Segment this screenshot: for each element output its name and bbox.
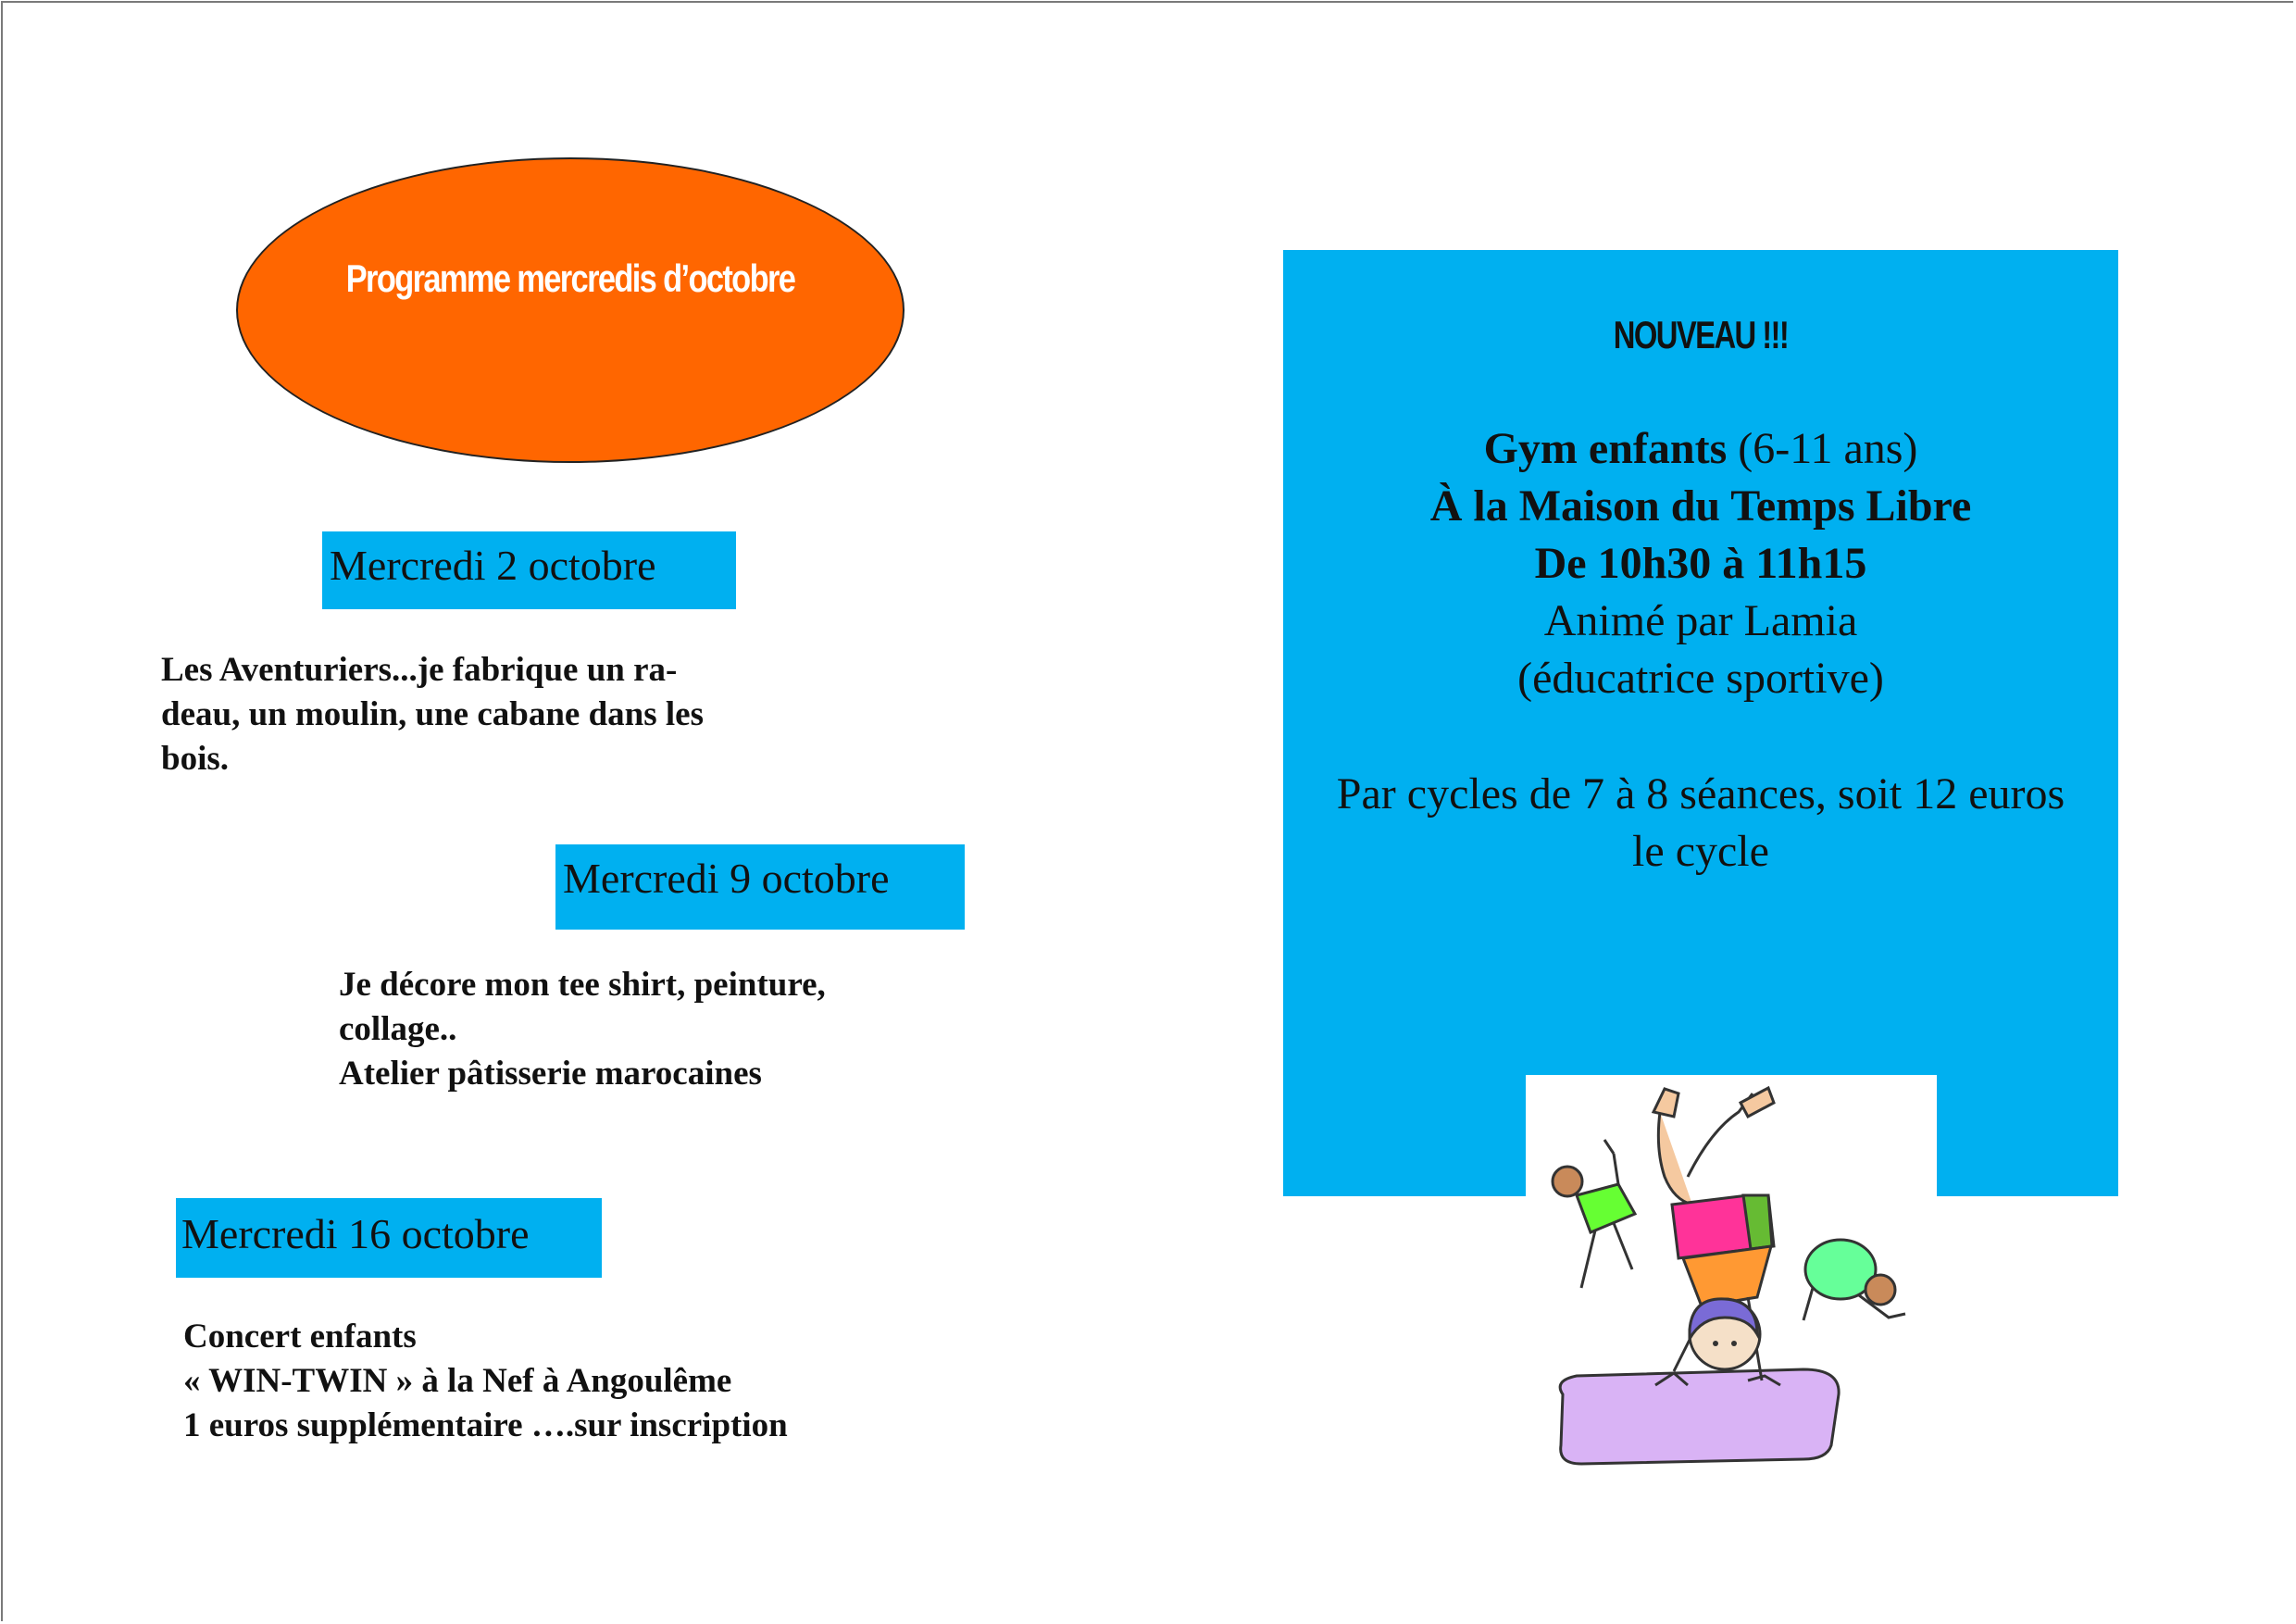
panel-headline: NOUVEAU !!! — [1613, 313, 1789, 356]
day-label: Mercredi 16 octobre — [181, 1210, 530, 1257]
day-activity: Les Aventuriers...je fabrique un ra- deau, un moulin, une cabane dans les bois. — [161, 651, 705, 778]
day-label: Mercredi 2 octobre — [330, 542, 656, 589]
day-label-box — [322, 531, 736, 609]
price-line: Par cycles de 7 à 8 séances, soit 12 euros — [1336, 769, 2065, 818]
gym-title: Gym enfants — [1483, 424, 1728, 473]
time-line: De 10h30 à 11h15 — [1534, 539, 1867, 588]
host-role-line: (éducatrice sportive) — [1517, 654, 1884, 703]
day-label-box — [176, 1198, 602, 1278]
children-gymnastics-illustration — [1526, 1075, 1937, 1492]
host-line: Animé par Lamia — [1543, 596, 1858, 645]
gym-line — [1283, 420, 2118, 478]
place-line: À la Maison du Temps Libre — [1429, 481, 1972, 531]
title-oval — [236, 157, 905, 463]
day-activity: Concert enfants « WIN-TWIN » à la Nef à Angoulême 1 euros supplémentaire ….sur inscription — [183, 1318, 788, 1444]
announcement-panel — [1283, 250, 2118, 1196]
day-activity: Je décore mon tee shirt, peinture, collage.. Atelier pâtisserie marocaines — [339, 966, 826, 1093]
oval-title: Programme mercredis d’octobre — [345, 256, 795, 300]
gym-age: (6-11 ans) — [1727, 424, 1918, 473]
day-label: Mercredi 9 octobre — [563, 855, 890, 902]
price-line-2: le cycle — [1632, 827, 1769, 876]
day-label-box — [555, 844, 965, 930]
